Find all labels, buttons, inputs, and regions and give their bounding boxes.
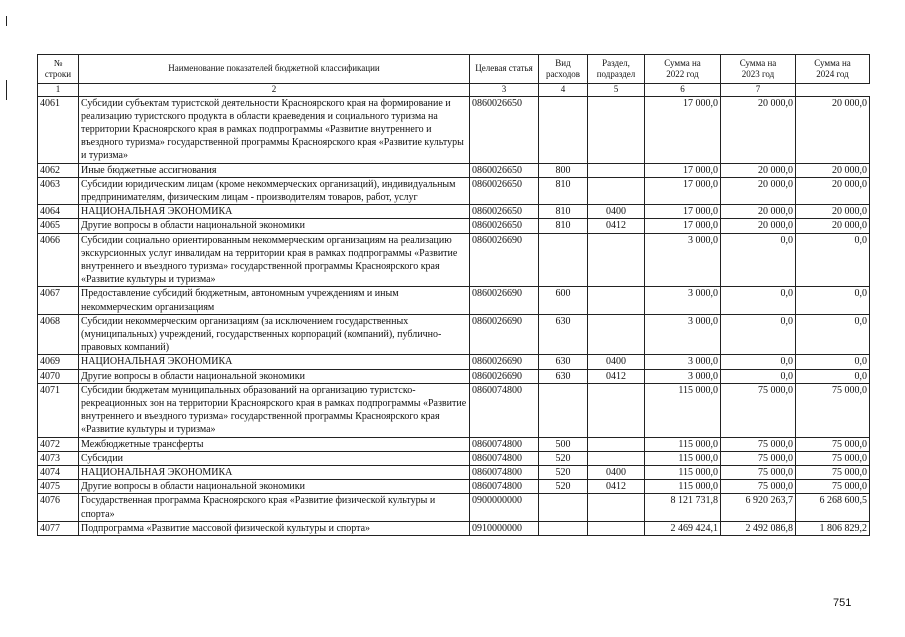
sum-2023-cell: 20 000,0 [721,163,796,177]
table-row [38,314,870,355]
sum-2023-cell: 0,0 [721,355,796,369]
row-number-cell: 4074 [38,465,79,479]
indicator-name-cell: Другие вопросы в области национальной экономики [79,369,470,383]
sum-2023-cell: 20 000,0 [721,96,796,163]
table-row [38,521,870,535]
indicator-name-cell: Иные бюджетные ассигнования [79,163,470,177]
expense-type-cell: 630 [539,369,588,383]
header-indicator-name: Наименование показателей бюджетной классификации [79,55,470,84]
indicator-name-cell: НАЦИОНАЛЬНАЯ ЭКОНОМИКА [79,355,470,369]
sum-2022-cell: 17 000,0 [645,177,721,204]
row-number-cell: 4068 [38,314,79,355]
header-row-number: № строки [38,55,79,84]
sum-2023-cell: 0,0 [721,287,796,314]
row-number-cell: 4063 [38,177,79,204]
expense-type-cell [539,494,588,521]
indicator-name-cell: Межбюджетные трансферты [79,437,470,451]
sum-2022-cell: 17 000,0 [645,205,721,219]
sum-2023-cell: 20 000,0 [721,177,796,204]
table-row [38,451,870,465]
sum-2024-cell: 0,0 [796,287,870,314]
expense-type-cell [539,521,588,535]
indicator-name-cell: Субсидии [79,451,470,465]
indicator-name-cell: Субсидии некоммерческим организациям (за исключением государственных (муниципальных) учреждений, государственных корпораций (компаний), публично-правовых компаний) [79,314,470,355]
sum-2024-cell: 1 806 829,2 [796,521,870,535]
row-number-cell: 4071 [38,383,79,437]
expense-type-cell: 630 [539,355,588,369]
target-article-cell: 0860026690 [470,233,539,287]
sum-2022-cell: 17 000,0 [645,96,721,163]
sum-2022-cell: 3 000,0 [645,355,721,369]
row-number-cell: 4070 [38,369,79,383]
column-number: 5 [588,84,645,97]
header-section: Раздел, подраздел [588,55,645,84]
target-article-cell: 0860074800 [470,465,539,479]
sum-2022-cell: 17 000,0 [645,163,721,177]
table-row [38,383,870,437]
sum-2023-cell: 0,0 [721,233,796,287]
row-number-cell: 4061 [38,96,79,163]
target-article-cell: 0860026690 [470,355,539,369]
target-article-cell: 0860026690 [470,369,539,383]
expense-type-cell: 520 [539,465,588,479]
row-number-cell: 4072 [38,437,79,451]
sum-2023-cell: 75 000,0 [721,480,796,494]
sum-2022-cell: 115 000,0 [645,451,721,465]
section-cell: 0400 [588,355,645,369]
sum-2022-cell: 3 000,0 [645,287,721,314]
sum-2023-cell: 20 000,0 [721,205,796,219]
row-number-cell: 4064 [38,205,79,219]
expense-type-cell: 500 [539,437,588,451]
section-cell: 0412 [588,219,645,233]
expense-type-cell [539,383,588,437]
sum-2023-cell: 2 492 086,8 [721,521,796,535]
target-article-cell: 0860026690 [470,314,539,355]
section-cell: 0400 [588,465,645,479]
table-row [38,96,870,163]
indicator-name-cell: НАЦИОНАЛЬНАЯ ЭКОНОМИКА [79,465,470,479]
section-cell [588,163,645,177]
header-expense-type: Вид расходов [539,55,588,84]
sum-2022-cell: 115 000,0 [645,465,721,479]
sum-2024-cell: 0,0 [796,314,870,355]
sum-2023-cell: 75 000,0 [721,451,796,465]
target-article-cell: 0860026650 [470,96,539,163]
sum-2022-cell: 17 000,0 [645,219,721,233]
sum-2022-cell: 3 000,0 [645,314,721,355]
section-cell [588,383,645,437]
sum-2022-cell: 115 000,0 [645,480,721,494]
target-article-cell: 0860026650 [470,163,539,177]
sum-2024-cell: 0,0 [796,369,870,383]
sum-2024-cell: 75 000,0 [796,383,870,437]
expense-type-cell: 810 [539,219,588,233]
expense-type-cell: 800 [539,163,588,177]
column-number-row [38,84,870,97]
section-cell [588,314,645,355]
sum-2022-cell: 2 469 424,1 [645,521,721,535]
indicator-name-cell: Государственная программа Красноярского края «Развитие физической культуры и спорта» [79,494,470,521]
sum-2024-cell: 20 000,0 [796,205,870,219]
section-cell [588,177,645,204]
row-number-cell: 4077 [38,521,79,535]
indicator-name-cell: Субсидии юридическим лицам (кроме некоммерческих организаций), индивидуальным предпринимателям, физическим лицам - производителям товаров, работ, услуг [79,177,470,204]
row-number-cell: 4062 [38,163,79,177]
expense-type-cell: 520 [539,480,588,494]
target-article-cell: 0860074800 [470,383,539,437]
section-cell: 0412 [588,369,645,383]
expense-type-cell [539,96,588,163]
row-number-cell: 4066 [38,233,79,287]
column-number: 3 [470,84,539,97]
row-number-cell: 4076 [38,494,79,521]
header-row [38,55,870,84]
sum-2023-cell: 6 920 263,7 [721,494,796,521]
indicator-name-cell: Подпрограмма «Развитие массовой физической культуры и спорта» [79,521,470,535]
section-cell: 0412 [588,480,645,494]
sum-2024-cell: 0,0 [796,233,870,287]
table-row [38,480,870,494]
table-row [38,205,870,219]
expense-type-cell: 810 [539,205,588,219]
row-number-cell: 4065 [38,219,79,233]
column-number: 6 [645,84,721,97]
section-cell [588,437,645,451]
table-row [38,233,870,287]
table-row [38,369,870,383]
page-number: 751 [833,597,852,609]
table-row [38,287,870,314]
table-row [38,494,870,521]
header-sum-2024: Сумма на 2024 год [796,55,870,84]
target-article-cell: 0860026650 [470,219,539,233]
sum-2022-cell: 8 121 731,8 [645,494,721,521]
sum-2024-cell: 0,0 [796,355,870,369]
margin-mark-top [6,16,7,26]
sum-2023-cell: 75 000,0 [721,383,796,437]
row-number-cell: 4067 [38,287,79,314]
sum-2023-cell: 75 000,0 [721,437,796,451]
sum-2024-cell: 20 000,0 [796,219,870,233]
table-row [38,163,870,177]
expense-type-cell: 600 [539,287,588,314]
sum-2024-cell: 20 000,0 [796,163,870,177]
row-number-cell: 4073 [38,451,79,465]
table-row [38,177,870,204]
row-number-cell: 4075 [38,480,79,494]
sum-2024-cell: 75 000,0 [796,480,870,494]
margin-mark-middle [6,80,7,100]
table-body [38,96,870,536]
sum-2024-cell: 20 000,0 [796,177,870,204]
indicator-name-cell: Субсидии субъектам туристской деятельности Красноярского края на формирование и реализацию туристского продукта в области краеведения и социального туризма на территории Красноярского края в рамках подпрограммы «Развитие внутреннего и въездного туризма» государственной программы Красноярского края «Развитие культуры и туризма» [79,96,470,163]
sum-2022-cell: 115 000,0 [645,437,721,451]
section-cell [588,521,645,535]
table-row [38,437,870,451]
column-number: 7 [721,84,796,97]
indicator-name-cell: Другие вопросы в области национальной экономики [79,480,470,494]
column-number: 4 [539,84,588,97]
indicator-name-cell: НАЦИОНАЛЬНАЯ ЭКОНОМИКА [79,205,470,219]
expense-type-cell: 810 [539,177,588,204]
sum-2023-cell: 0,0 [721,314,796,355]
indicator-name-cell: Субсидии бюджетам муниципальных образований на организацию туристско-рекреационных зон на территории Красноярского края в рамках подпрограммы «Развитие внутреннего и въездного туризма» государственной программы Красноярского края «Развитие культуры и туризма» [79,383,470,437]
sum-2023-cell: 20 000,0 [721,219,796,233]
table-row [38,465,870,479]
budget-table [37,54,870,536]
target-article-cell: 0860074800 [470,437,539,451]
table-row [38,355,870,369]
target-article-cell: 0860074800 [470,451,539,465]
header-sum-2022: Сумма на 2022 год [645,55,721,84]
target-article-cell: 0900000000 [470,494,539,521]
header-sum-2023: Сумма на 2023 год [721,55,796,84]
target-article-cell: 0860026650 [470,177,539,204]
section-cell [588,96,645,163]
sum-2022-cell: 115 000,0 [645,383,721,437]
section-cell [588,451,645,465]
sum-2024-cell: 75 000,0 [796,451,870,465]
section-cell [588,494,645,521]
sum-2024-cell: 6 268 600,5 [796,494,870,521]
section-cell [588,233,645,287]
section-cell: 0400 [588,205,645,219]
expense-type-cell [539,233,588,287]
sum-2022-cell: 3 000,0 [645,369,721,383]
target-article-cell: 0910000000 [470,521,539,535]
expense-type-cell: 520 [539,451,588,465]
sum-2024-cell: 20 000,0 [796,96,870,163]
sum-2023-cell: 75 000,0 [721,465,796,479]
sum-2024-cell: 75 000,0 [796,465,870,479]
column-number: 2 [79,84,470,97]
indicator-name-cell: Предоставление субсидий бюджетным, автономным учреждениям и иным некоммерческим организациям [79,287,470,314]
sum-2023-cell: 0,0 [721,369,796,383]
target-article-cell: 0860026650 [470,205,539,219]
row-number-cell: 4069 [38,355,79,369]
indicator-name-cell: Другие вопросы в области национальной экономики [79,219,470,233]
sum-2024-cell: 75 000,0 [796,437,870,451]
sum-2022-cell: 3 000,0 [645,233,721,287]
section-cell [588,287,645,314]
column-number: 1 [38,84,79,97]
target-article-cell: 0860026690 [470,287,539,314]
expense-type-cell: 630 [539,314,588,355]
table-row [38,219,870,233]
header-target-article: Целевая статья [470,55,539,84]
target-article-cell: 0860074800 [470,480,539,494]
indicator-name-cell: Субсидии социально ориентированным некоммерческим организациям на реализацию экскурсионных услуг инвалидам на территории края в рамках подпрограммы «Развитие внутреннего и въездного туризма» государственной программы Красноярского края «Развитие культуры и туризма» [79,233,470,287]
